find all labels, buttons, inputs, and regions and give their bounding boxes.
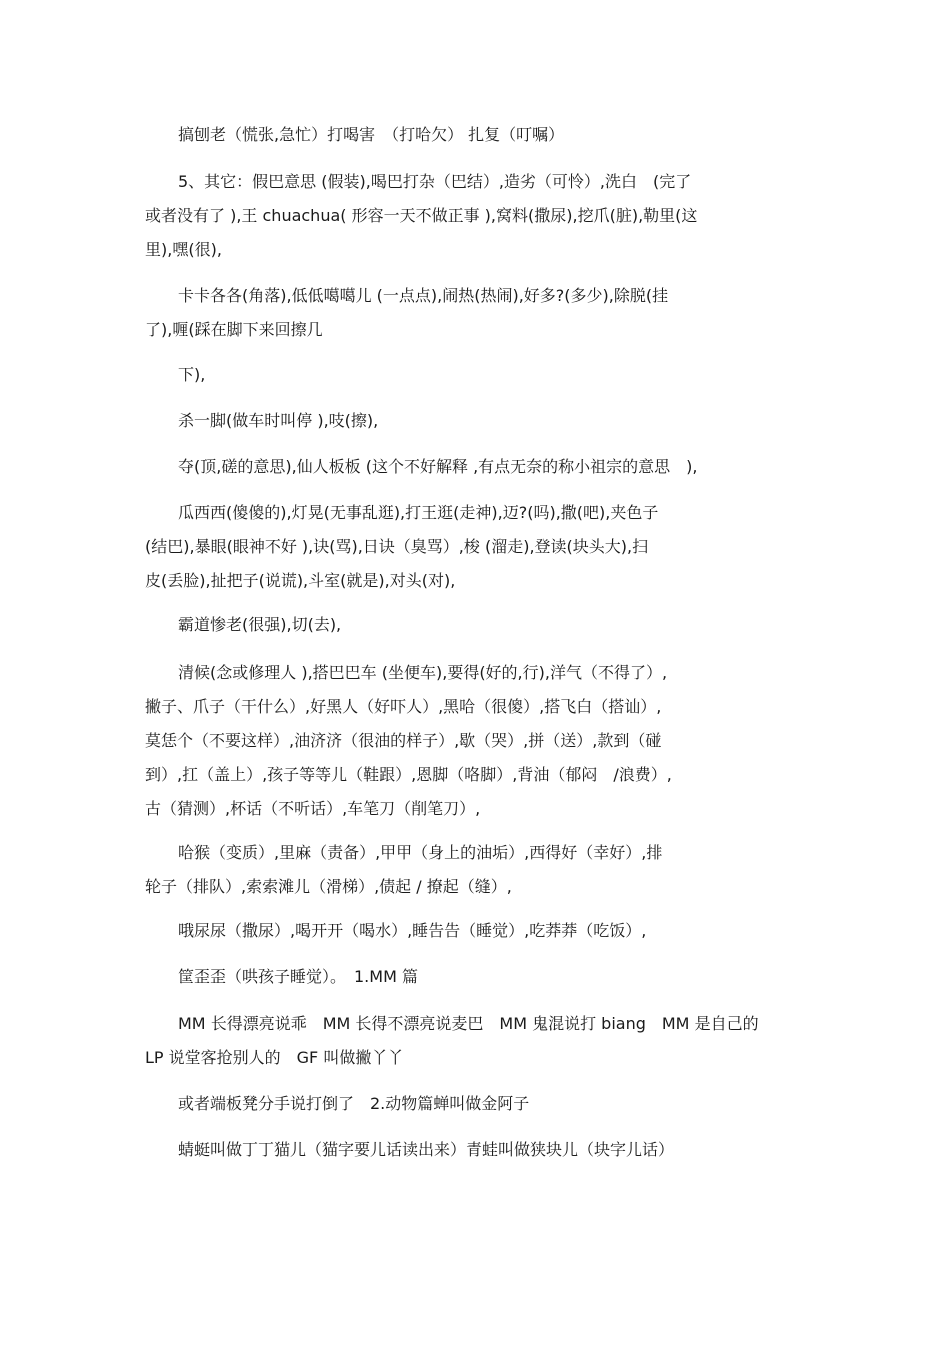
- paragraph: [145, 450, 825, 484]
- text-line: 撇子、爪子（干什么）,好黑人（好吓人）,黑哈（很傻）,搭飞白（搭讪）,: [145, 697, 662, 716]
- text-line: 了),喱(踩在脚下来回擦几: [145, 320, 323, 339]
- text-line: LP 说堂客抢别人的 GF 叫做撇丫丫: [145, 1048, 404, 1067]
- text-line: 里),嘿(很),: [145, 240, 222, 259]
- text-line: 皮(丢脸),扯把子(说谎),斗室(就是),对头(对),: [145, 571, 456, 590]
- text-line: 到）,扛（盖上）,孩子等等儿（鞋跟）,恩脚（咯脚）,背油（郁闷 /浪费）,: [145, 765, 672, 784]
- paragraph: [145, 118, 825, 152]
- text-line: 哦尿尿（撒尿）,喝开开（喝水）,睡告告（睡觉）,吃莽莽（吃饭）,: [178, 921, 647, 940]
- text-line: 或者没有了 ),王 chuachua( 形容一天不做正事 ),窝料(撒尿),挖爪(脏),勒里(这: [145, 206, 698, 225]
- paragraph: [145, 1007, 825, 1075]
- paragraph: [145, 1087, 825, 1121]
- text-line: 古（猜测）,杯话（不听话）,车笔刀（削笔刀）,: [145, 799, 481, 818]
- text-line: 或者端板凳分手说打倒了 2.动物篇蝉叫做金阿子: [178, 1094, 530, 1113]
- text-line: 筐歪歪（哄孩子睡觉）。 1.MM 篇: [178, 967, 418, 986]
- paragraph: [145, 608, 825, 642]
- text-line: 夺(顶,磋的意思),仙人板板 (这个不好解释 ,有点无奈的称小祖宗的意思 ),: [178, 457, 698, 476]
- text-line: 哈猴（变质）,里麻（责备）,甲甲（身上的油垢）,西得好（幸好）,排: [178, 843, 663, 862]
- text-line: 霸道惨老(很强),切(去),: [178, 615, 342, 634]
- text-line: 清候(念或修理人 ),搭巴巴车 (坐便车),要得(好的,行),洋气（不得了）,: [178, 663, 668, 682]
- text-line: 杀一脚(做车时叫停 ),吱(擦),: [178, 411, 379, 430]
- paragraph: [145, 914, 825, 948]
- text-line: (结巴),暴眼(眼神不好 ),诀(骂),日诀（臭骂）,梭 (溜走),登读(块头大),扫: [145, 537, 649, 556]
- paragraph: [145, 404, 825, 438]
- text-line: 下),: [178, 365, 206, 384]
- text-line: 轮子（排队）,索索滩儿（滑梯）,债起 / 撩起（缝）,: [145, 877, 512, 896]
- paragraph: [145, 279, 825, 347]
- text-line: 蜻蜓叫做丁丁猫儿（猫字要儿话读出来）青蛙叫做狭块儿（块字儿话）: [178, 1140, 675, 1159]
- paragraph: [145, 496, 825, 598]
- paragraph: [145, 165, 825, 267]
- text-line: 卡卡各各(角落),低低噶噶儿 (一点点),闹热(热闹),好多?(多少),除脱(挂: [178, 286, 669, 305]
- paragraph: [145, 1133, 825, 1167]
- paragraph: [145, 836, 825, 904]
- paragraph: [145, 656, 825, 826]
- text-line: 搞刨老（慌张,急忙）打喝害 （打哈欠） 扎复（叮嘱）: [178, 125, 565, 144]
- text-line: 莫恁个（不要这样）,油济济（很油的样子）,歇（哭）,拼（送）,款到（碰: [145, 731, 662, 750]
- text-line: 瓜西西(傻傻的),灯晃(无事乱逛),打王逛(走神),迈?(吗),撒(吧),夹色子: [178, 503, 659, 522]
- paragraph: [145, 960, 825, 994]
- text-line: MM 长得漂亮说乖 MM 长得不漂亮说麦巴 MM 鬼混说打 biang MM 是自己的: [178, 1014, 759, 1033]
- paragraph: [145, 358, 825, 392]
- text-line: 5、其它：假巴意思 (假装),喝巴打杂（巴结）,造劣（可怜）,洗白 (完了: [178, 172, 692, 191]
